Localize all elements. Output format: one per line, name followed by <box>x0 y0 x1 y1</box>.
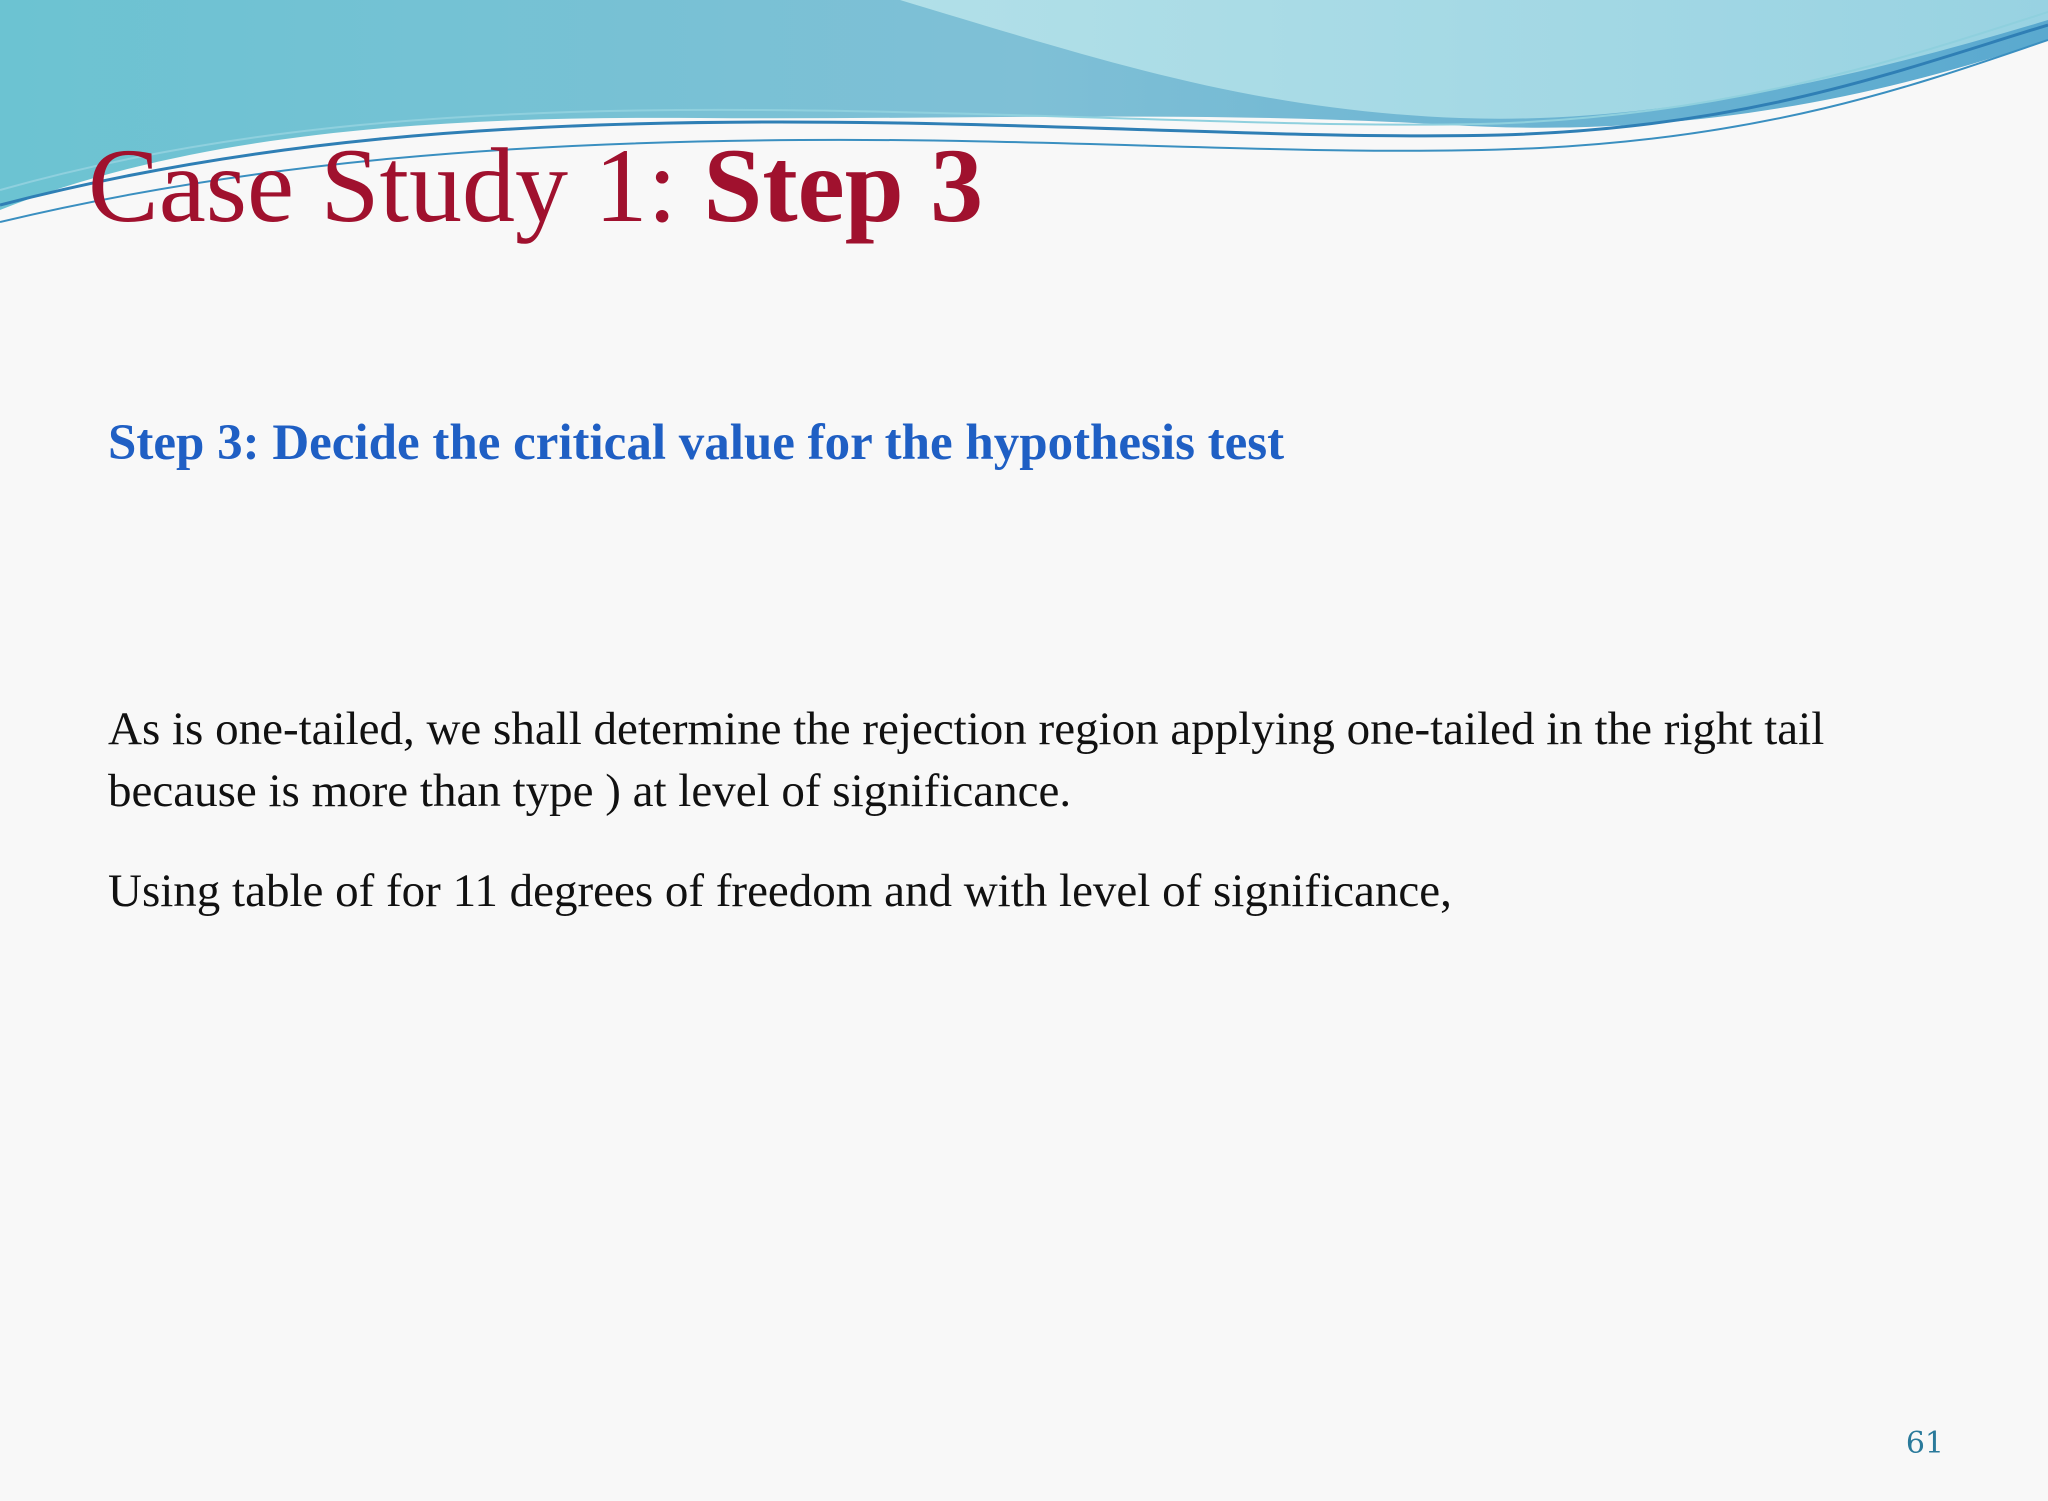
title-bold: Step 3 <box>703 127 984 244</box>
page-number: 61 <box>1905 1426 1944 1461</box>
body-paragraph-rejection-region: As is one-tailed, we shall determine the rejection region applying one-tailed in the right tail because is more than type ) at level of significance. <box>108 703 1825 817</box>
slide-title <box>88 128 983 245</box>
title-regular: Case Study 1: <box>88 127 704 244</box>
body-paragraph-table-lookup: Using table of for 11 degrees of freedom and with level of significance, <box>108 865 1452 917</box>
step-subheading: Step 3: Decide the critical value for the hypothesis test <box>108 415 1285 471</box>
